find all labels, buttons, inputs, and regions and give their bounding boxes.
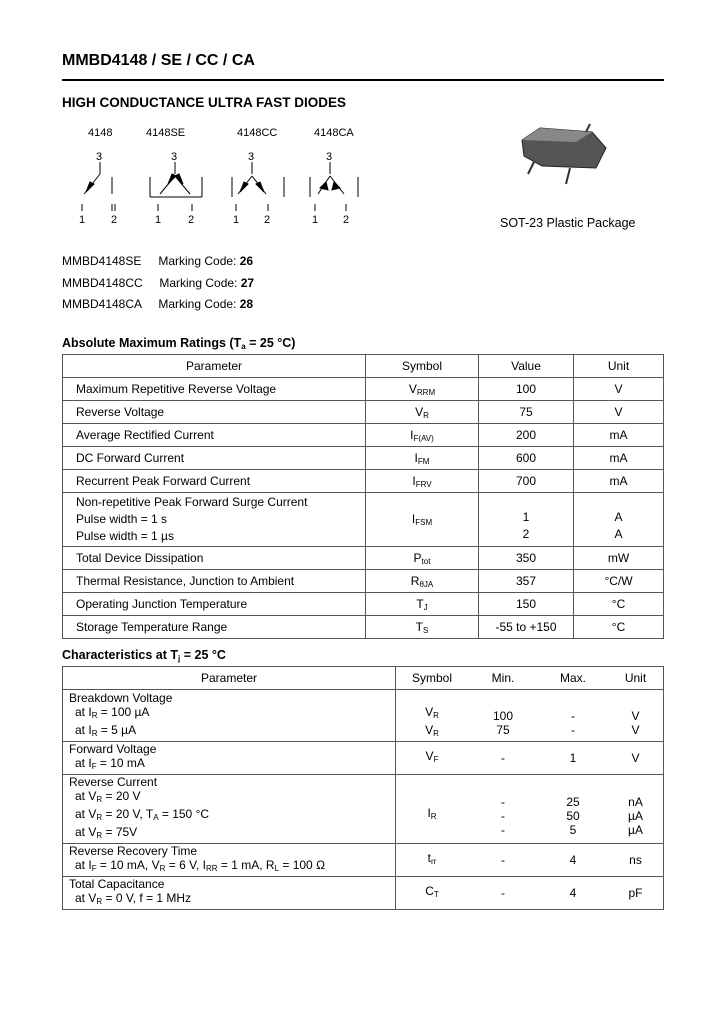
marking-row [62, 297, 253, 311]
marking-code: 28 [239, 297, 254, 311]
characteristics-title: Characteristics at $T_j = 25$ °C [62, 648, 226, 663]
pin-3-label: 3 [326, 151, 333, 163]
sot23-package-image [500, 120, 630, 200]
pin-3-label: 3 [171, 151, 178, 163]
table-row: Maximum Repetitive Reverse Voltage $V_{RRM}$ 100 V [63, 378, 664, 401]
marking-row [62, 254, 253, 268]
pin-1-label: 1 [233, 214, 240, 226]
abs-max-title: Absolute Maximum Ratings ($T_a = 25$ °C) [62, 336, 296, 351]
marking-code: 26 [239, 254, 254, 268]
table-header-row: Parameter Symbol Min. Max. Unit [63, 667, 664, 690]
variant-label-4148: 4148 [88, 127, 113, 139]
pin-2-label: 2 [111, 214, 118, 226]
package-caption: SOT-23 Plastic Package [500, 216, 636, 230]
pin-1-label: 1 [312, 214, 319, 226]
col-symbol: Symbol [366, 355, 479, 378]
table-row: Non-repetitive Peak Forward Surge Current Pulse width = 1 s Pulse width = 1 µs $I_{FSM}$ 1 2 A A [63, 493, 664, 547]
pin-1-label: 1 [155, 214, 162, 226]
pin-3-label: 3 [96, 151, 103, 163]
page-title: MMBD4148 / SE / CC / CA [62, 52, 255, 69]
abs-max-table [62, 354, 664, 639]
table-row: Total Device Dissipation $P_{tot}$ 350 mW [63, 547, 664, 570]
table-row: Operating Junction Temperature $T_J$ 150 °C [63, 593, 664, 616]
marking-part: MMBD4148SE [62, 254, 142, 268]
marking-part: MMBD4148CC [62, 276, 143, 290]
variant-label-4148cc: 4148CC [237, 127, 278, 139]
characteristics-table [62, 666, 664, 910]
table-row: Total Capacitance at $V_R = 0$ V, f = 1 MHz $C_T$ - 4 pF [63, 877, 664, 910]
table-row: Breakdown Voltage at $I_R = 100$ µA at $I_R = 5$ µA $V_R$ $V_R$ 100 75 - - V V [63, 690, 664, 742]
table-row: Recurrent Peak Forward Current $I_{FRV}$ 700 mA [63, 470, 664, 493]
table-row: Reverse Current at $V_R = 20$ V at $V_R = 20$ V, $T_A = 150$ °C at $V_R = 75V$ $I_R$ - - - 25 50 5 nA µA µA [63, 775, 664, 844]
col-value: Value [479, 355, 574, 378]
variant-label-4148se: 4148SE [146, 127, 186, 139]
table-row: Storage Temperature Range $T_S$ -55 to +150 °C [63, 616, 664, 639]
col-parameter: Parameter [63, 355, 366, 378]
table-row: Average Rectified Current $I_{F(AV)}$ 200 mA [63, 424, 664, 447]
col-unit: Unit [574, 355, 664, 378]
marking-code: 27 [240, 276, 255, 290]
marking-row [62, 276, 254, 290]
table-row: Reverse Recovery Time at $I_F = 10$ mA, $V_R = 6$ V, $I_{RR} = 1$ mA, $R_L = 100$ Ω $t_{rr}$ - 4 ns [63, 844, 664, 877]
title-rule [62, 79, 664, 81]
marking-label: Marking Code: [158, 254, 237, 268]
pin-3-label: 3 [248, 151, 255, 163]
table-row: Reverse Voltage $V_R$ 75 V [63, 401, 664, 424]
pin-2-label: 2 [343, 214, 350, 226]
page-subtitle: HIGH CONDUCTANCE ULTRA FAST DIODES [62, 95, 346, 110]
marking-label: Marking Code: [159, 276, 238, 290]
pin-2-label: 2 [264, 214, 271, 226]
marking-label: Marking Code: [158, 297, 237, 311]
table-row: Thermal Resistance, Junction to Ambient $R_{\theta JA}$ 357 °C/W [63, 570, 664, 593]
variant-svg [62, 122, 382, 232]
table-header-row [63, 355, 664, 378]
marking-part: MMBD4148CA [62, 297, 143, 311]
table-row: Forward Voltage at $I_F = 10$ mA $V_F$ - 1 V [63, 742, 664, 775]
variant-label-4148ca: 4148CA [314, 127, 354, 139]
pin-1-label: 1 [79, 214, 86, 226]
table-row: DC Forward Current $I_{FM}$ 600 mA [63, 447, 664, 470]
variant-diagrams [62, 122, 382, 232]
pin-2-label: 2 [188, 214, 195, 226]
